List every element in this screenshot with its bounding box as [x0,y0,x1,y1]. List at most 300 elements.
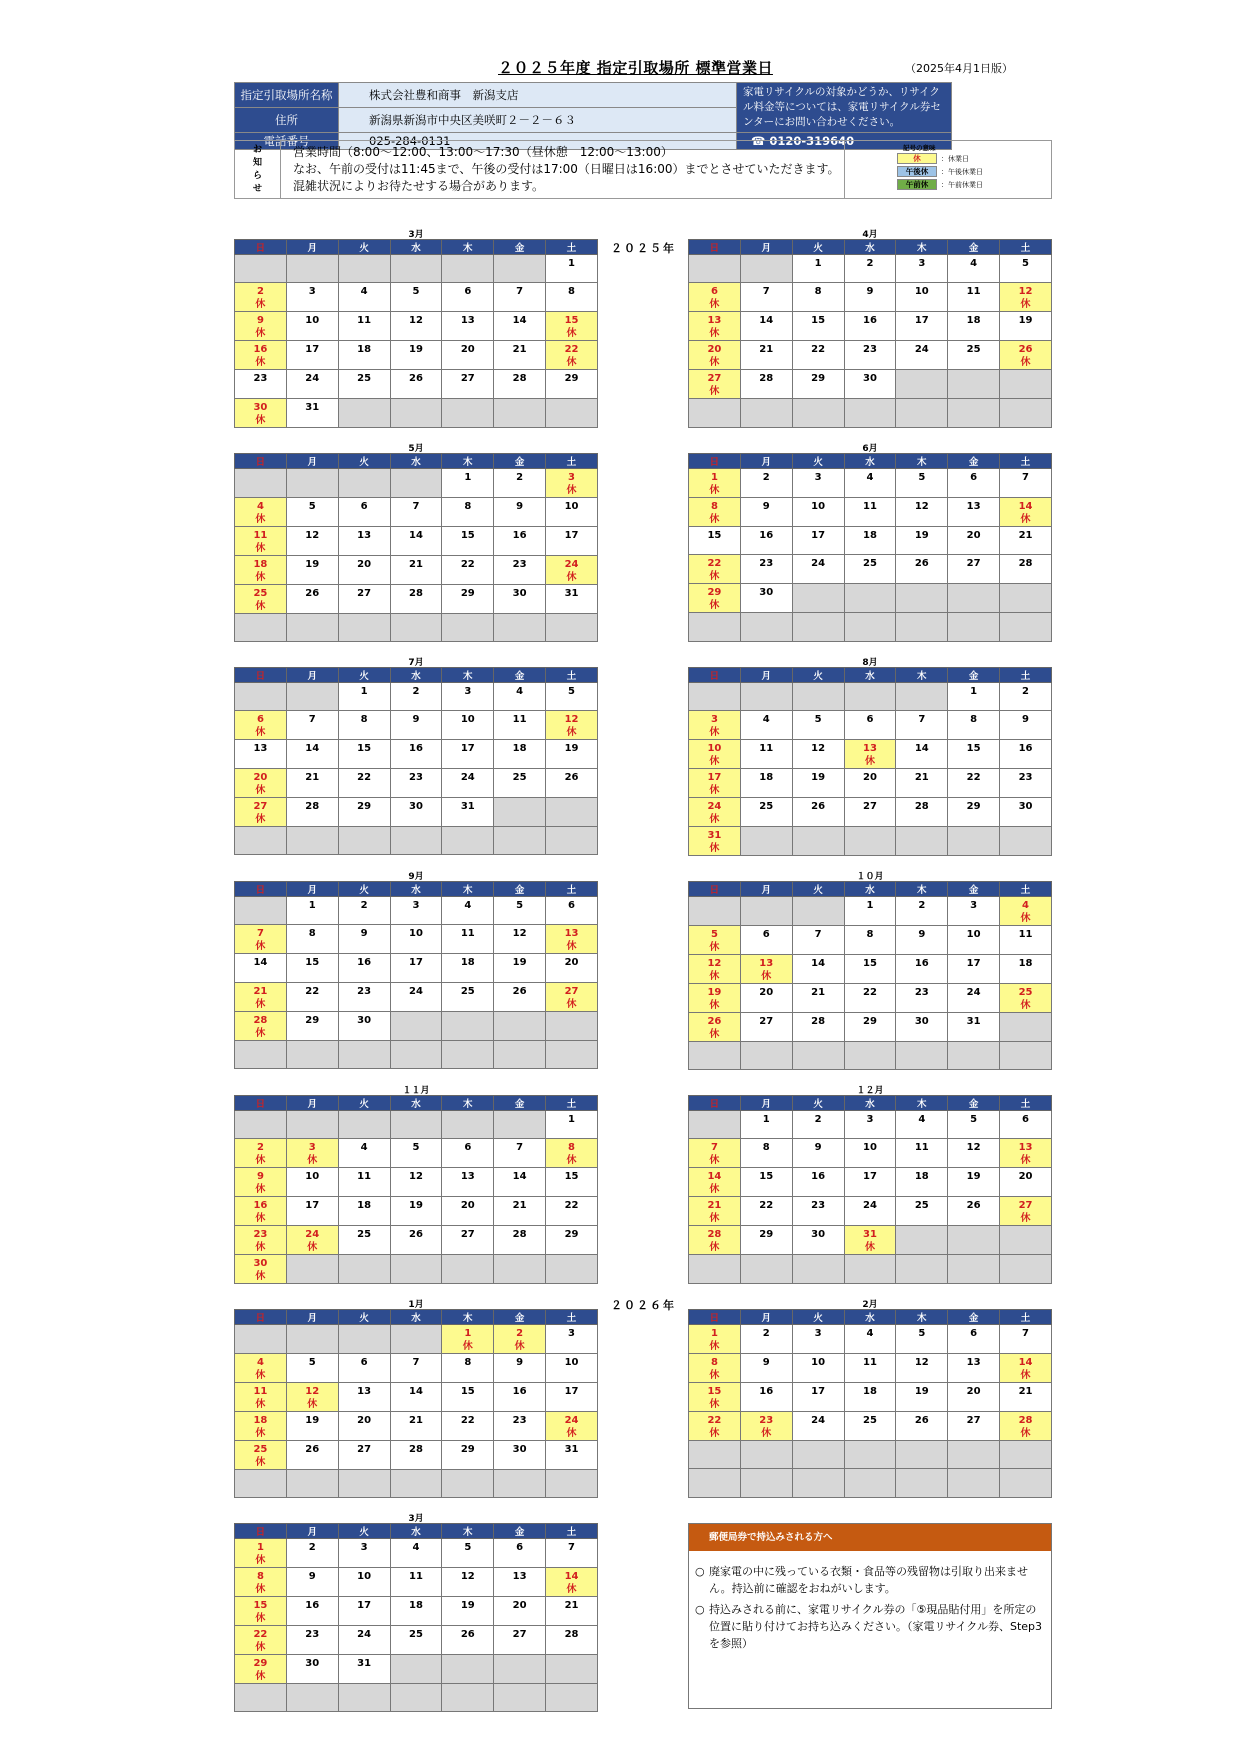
day-number: 7 [308,714,316,726]
weekday-header: 土 [1000,240,1052,255]
day-cell [546,768,598,797]
day-cell [235,1354,287,1383]
empty-day-cell [235,1470,287,1498]
empty-day-cell [792,1255,844,1283]
day-cell [235,954,287,982]
holiday-mark: 休 [566,941,577,953]
day-cell [390,1168,442,1197]
day-number: 13 [1018,1142,1033,1154]
weekday-header: 日 [235,882,287,897]
notice-line: 営業時間（8:00～12:00、13:00～17:30（昼休憩 12:00～13:00） [293,145,673,159]
empty-day-cell [338,1111,390,1139]
day-cell [740,283,792,312]
day-number: 3 [308,286,316,298]
weekday-header: 月 [286,1524,338,1539]
day-number: 19 [707,987,722,998]
holiday-mark: 休 [255,1213,266,1225]
day-number: 6 [360,501,368,512]
notice-line: なお、午前の受付は11:45まで、午後の受付は17:00（日曜日は16:00）までとさせていただきます。 [293,162,840,176]
day-number: 30 [305,1658,320,1669]
weekday-header: 金 [494,668,546,683]
day-number: 30 [253,1258,268,1270]
empty-day-cell [896,1469,948,1497]
day-number: 6 [256,714,264,726]
weekday-header: 木 [442,882,494,897]
recycle-center-phone: ☎ 0120-319640 [737,133,952,150]
day-number: 31 [564,1444,579,1455]
day-cell [442,1354,494,1383]
day-number: 27 [460,373,475,385]
day-cell [896,1111,948,1139]
day-cell [442,1412,494,1441]
day-number: 19 [460,1600,475,1611]
holiday-mark: 休 [566,1584,577,1595]
day-number: 16 [357,957,372,969]
day-cell [494,1354,546,1383]
empty-day-cell [1000,1226,1052,1255]
weekday-header: 土 [546,454,598,469]
month-title: 7月 [408,658,424,668]
calendar-grid [234,1523,598,1712]
day-cell [1000,740,1052,769]
day-cell [948,926,1000,955]
empty-day-cell [442,1655,494,1684]
empty-day-cell [338,1325,390,1354]
empty-day-cell [896,399,948,427]
mail-notice-item [695,1563,1045,1597]
day-cell [546,982,598,1011]
day-number: 22 [707,1415,722,1426]
year-label-2025: ２０２５年 [611,242,676,255]
day-number: 12 [408,1171,423,1183]
day-number: 11 [1018,929,1033,940]
empty-day-cell [286,683,338,711]
day-number: 24 [811,558,826,570]
day-cell [1000,1168,1052,1197]
day-cell [896,1168,948,1197]
day-number: 20 [357,559,372,570]
day-cell [896,798,948,827]
day-number: 31 [460,800,475,812]
day-cell [740,527,792,555]
empty-day-cell [494,1040,546,1068]
day-number: 26 [305,1444,320,1455]
day-number: 10 [305,1171,320,1183]
empty-day-cell [844,1255,896,1283]
day-cell [390,1597,442,1626]
empty-day-cell [442,1011,494,1040]
empty-day-cell [792,584,844,613]
day-number: 6 [516,1542,524,1553]
holiday-mark: 休 [255,1671,266,1682]
day-number: 17 [305,1200,320,1212]
empty-day-cell [286,614,338,642]
day-number: 25 [966,344,981,356]
day-cell [792,498,844,527]
empty-day-cell [896,613,948,641]
day-number: 24 [914,344,929,356]
weekday-header: 火 [338,1524,390,1539]
holiday-mark: 休 [709,785,720,797]
day-cell [948,740,1000,769]
day-number: 16 [914,958,929,969]
day-number: 26 [914,558,929,570]
weekday-header: 木 [896,454,948,469]
day-number: 9 [918,929,926,940]
day-cell [948,527,1000,555]
weekday-header: 土 [546,668,598,683]
day-cell [792,1139,844,1168]
day-cell [286,585,338,614]
empty-day-cell [390,1040,442,1068]
day-cell [689,1325,741,1354]
weekday-header: 火 [338,1310,390,1325]
day-number: 14 [707,1171,722,1183]
day-number: 1 [970,686,978,697]
day-number: 30 [357,1014,372,1026]
day-cell [740,469,792,498]
day-number: 6 [762,929,770,940]
day-number: 30 [408,800,423,812]
day-cell [494,1626,546,1655]
day-cell [442,1325,494,1354]
day-number: 7 [762,286,770,298]
day-number: 20 [512,1600,527,1611]
day-number: 7 [1022,1328,1030,1339]
day-number: 22 [357,771,372,783]
holiday-mark: 休 [255,357,266,369]
day-number: 10 [357,1571,372,1582]
day-cell [948,798,1000,827]
day-number: 13 [564,928,579,940]
day-cell [792,283,844,312]
empty-day-cell [286,1040,338,1068]
empty-day-cell [546,1684,598,1712]
holiday-mark: 休 [709,971,720,982]
day-number: 14 [305,743,320,755]
day-cell [338,556,390,585]
day-cell [494,768,546,797]
day-number: 22 [811,344,826,356]
weekday-header: 水 [844,882,896,897]
day-number: 24 [305,1229,320,1241]
day-number: 9 [1022,714,1030,726]
day-number: 13 [862,743,877,755]
empty-day-cell [494,797,546,826]
day-number: 13 [460,315,475,327]
holiday-mark: 休 [709,386,720,398]
day-cell [338,1597,390,1626]
day-number: 28 [1018,558,1033,570]
day-number: 23 [357,985,372,997]
day-number: 19 [512,957,527,969]
day-number: 11 [253,1386,268,1397]
weekday-header: 水 [844,1096,896,1111]
day-number: 3 [568,1328,576,1339]
day-number: 26 [564,771,579,783]
day-cell [896,555,948,584]
day-number: 5 [970,1114,978,1125]
day-number: 22 [253,1629,268,1640]
day-cell [338,283,390,312]
day-cell [1000,555,1052,584]
day-cell [844,798,896,827]
day-cell [844,527,896,555]
empty-day-cell [235,897,287,925]
empty-day-cell [494,614,546,642]
day-number: 22 [460,1415,475,1426]
day-number: 8 [866,929,874,940]
empty-day-cell [689,1441,741,1469]
day-cell [235,1568,287,1597]
day-cell [286,1412,338,1441]
day-cell [286,370,338,398]
day-cell [689,955,741,984]
day-cell [442,740,494,768]
day-cell [338,1197,390,1226]
day-number: 15 [305,957,320,969]
empty-day-cell [235,255,287,283]
day-number: 18 [460,957,475,969]
day-number: 3 [464,686,472,697]
day-number: 1 [710,472,718,483]
day-number: 9 [516,1357,524,1368]
day-number: 27 [1018,1200,1033,1212]
weekday-header: 金 [948,454,1000,469]
day-cell [896,711,948,740]
weekday-header: 月 [286,454,338,469]
weekday-header: 土 [1000,454,1052,469]
weekday-header: 月 [286,1096,338,1111]
day-number: 21 [408,1415,423,1426]
day-cell [948,1197,1000,1226]
holiday-mark: 休 [709,1155,720,1167]
day-number: 23 [512,1415,527,1426]
day-number: 13 [966,1357,981,1368]
day-number: 22 [564,344,579,356]
day-cell [442,982,494,1011]
day-cell [948,1013,1000,1042]
day-number: 5 [568,686,576,697]
weekday-header: 月 [740,1310,792,1325]
day-cell [689,984,741,1013]
day-number: 9 [412,714,420,726]
day-cell [235,341,287,370]
day-cell [792,555,844,584]
day-cell [338,1539,390,1568]
day-number: 11 [862,501,877,512]
month-title: 5月 [408,444,424,454]
day-cell [546,711,598,740]
day-cell [235,1226,287,1255]
day-cell [286,312,338,341]
month-title: 1月 [408,1300,424,1310]
day-cell [546,1226,598,1255]
holiday-mark: 休 [864,1242,875,1254]
mail-notice-text: 持込みされる前に、家電リサイクル券の「⑤現品貼付用」を所定の位置に貼り付けてお持ち込みください。（家電リサイクル券、Step3を参照） [709,1603,1043,1650]
empty-day-cell [896,584,948,613]
day-cell [235,1168,287,1197]
day-cell [844,498,896,527]
day-number: 14 [914,743,929,755]
day-cell [442,1597,494,1626]
day-number: 24 [966,987,981,998]
holiday-mark: 休 [709,1341,720,1352]
empty-day-cell [442,1684,494,1712]
weekday-header: 火 [338,240,390,255]
day-cell [338,768,390,797]
day-cell [494,683,546,711]
day-number: 22 [759,1200,774,1212]
day-cell [442,556,494,585]
day-number: 14 [759,315,774,327]
day-number: 18 [357,1200,372,1212]
day-cell [390,556,442,585]
day-number: 28 [707,1229,722,1241]
day-cell [689,1013,741,1042]
empty-day-cell [286,1684,338,1712]
day-cell [896,740,948,769]
empty-day-cell [948,1255,1000,1283]
day-number: 7 [516,1142,524,1154]
day-cell [546,1626,598,1655]
weekday-header: 火 [338,1096,390,1111]
day-cell [896,312,948,341]
day-cell [338,954,390,982]
day-cell [740,370,792,399]
day-number: 26 [408,1229,423,1241]
day-cell [689,469,741,498]
day-number: 14 [1018,501,1033,512]
empty-day-cell [740,1441,792,1469]
day-number: 10 [564,501,579,512]
empty-day-cell [286,826,338,854]
day-cell [442,498,494,527]
day-cell [286,954,338,982]
day-cell [390,1139,442,1168]
day-cell [948,1168,1000,1197]
day-number: 24 [707,801,722,813]
day-number: 21 [914,772,929,784]
empty-day-cell [546,1255,598,1284]
day-cell [494,1441,546,1470]
day-cell [546,556,598,585]
day-cell [1000,1139,1052,1168]
day-number: 17 [305,344,320,356]
day-cell [844,469,896,498]
day-cell [740,498,792,527]
day-number: 24 [305,373,320,385]
holiday-mark: 休 [1020,1155,1031,1167]
day-cell [338,498,390,527]
day-number: 13 [759,958,774,969]
day-cell [338,1139,390,1168]
day-cell [740,798,792,827]
day-cell [740,955,792,984]
day-number: 16 [1018,743,1033,755]
day-number: 7 [814,929,822,940]
holiday-mark: 休 [1020,1000,1031,1011]
day-cell [235,1626,287,1655]
holiday-mark: 休 [709,843,720,855]
empty-day-cell [792,683,844,711]
day-number: 15 [357,743,372,755]
day-number: 2 [762,472,770,483]
day-number: 10 [966,929,981,940]
weekday-header: 日 [689,454,741,469]
empty-day-cell [235,826,287,854]
day-cell [896,469,948,498]
legend-swatch-pm-off: 午後休 [897,166,937,177]
day-cell [1000,769,1052,798]
day-cell [689,711,741,740]
weekday-header: 木 [442,240,494,255]
empty-day-cell [740,1255,792,1283]
day-cell [740,1197,792,1226]
empty-day-cell [844,827,896,856]
weekday-header: 土 [546,1524,598,1539]
day-number: 15 [707,1386,722,1397]
day-number: 18 [966,315,981,327]
day-cell [235,398,287,427]
weekday-header: 月 [286,240,338,255]
day-cell [948,255,1000,283]
day-cell [689,769,741,798]
day-number: 18 [408,1600,423,1611]
day-cell [896,283,948,312]
empty-day-cell [844,584,896,613]
holiday-mark: 休 [566,727,577,739]
holiday-mark: 休 [307,1242,318,1254]
day-number: 10 [811,1357,826,1368]
day-cell [286,711,338,740]
day-cell [235,1412,287,1441]
day-number: 13 [966,501,981,512]
empty-day-cell [844,683,896,711]
day-number: 7 [256,928,264,940]
day-number: 17 [811,1386,826,1397]
day-cell [546,370,598,398]
day-number: 23 [253,1229,268,1241]
day-number: 21 [707,1200,722,1212]
day-number: 5 [710,929,718,940]
day-cell [896,498,948,527]
empty-day-cell [689,613,741,641]
holiday-mark: 休 [255,941,266,953]
day-cell [546,283,598,312]
weekday-header: 月 [740,882,792,897]
holiday-mark: 休 [709,1242,720,1254]
month-title: 6月 [862,444,878,454]
weekday-header: 火 [792,1096,844,1111]
holiday-mark: 休 [255,414,266,426]
empty-day-cell [689,1469,741,1497]
day-cell [390,1354,442,1383]
day-cell [1000,711,1052,740]
empty-day-cell [235,1111,287,1139]
day-cell [740,584,792,613]
holiday-mark: 休 [566,1155,577,1167]
day-cell [740,1383,792,1412]
day-number: 2 [866,258,874,269]
weekday-header: 火 [792,1310,844,1325]
empty-day-cell [1000,1255,1052,1283]
day-number: 12 [460,1571,475,1582]
empty-day-cell [546,614,598,642]
empty-day-cell [1000,584,1052,613]
day-number: 1 [814,258,822,269]
day-cell [286,1197,338,1226]
